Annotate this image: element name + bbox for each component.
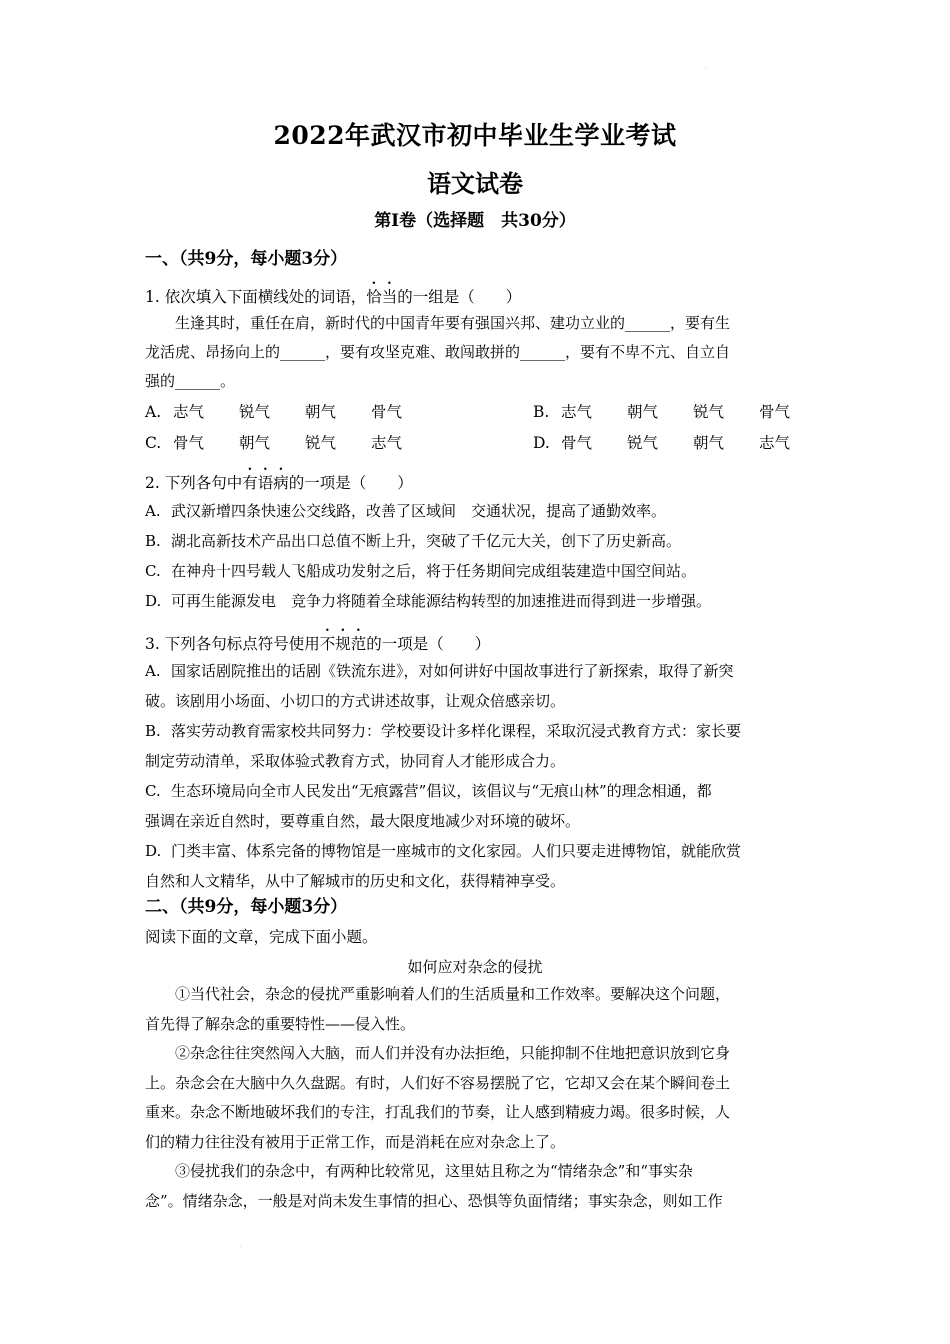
option-label: A. xyxy=(145,403,162,421)
essay-line: 上。杂念会在大脑中久久盘踞。有时，人们好不容易摆脱了它，它却又会在某个瞬间卷土 xyxy=(145,1073,731,1092)
option-text-continued: 破。该剧用小场面、小切口的方式讲述故事，让观众倍感亲切。 xyxy=(145,692,566,710)
option-word: 骨气 xyxy=(173,434,205,452)
q3-option-d xyxy=(145,836,810,866)
question-3-stem xyxy=(145,626,490,655)
option-label: C. xyxy=(145,562,161,580)
q3-stem-emphasis: 不规范 xyxy=(319,635,367,653)
option-word: 朝气 xyxy=(693,434,725,452)
question-2-stem xyxy=(145,465,413,494)
section-2-heading: 二、（共9分，每小题3分） xyxy=(145,897,348,917)
option-word: 志气 xyxy=(173,403,205,421)
essay-line: 念”。情绪杂念，一般是对尚未发生事情的担心、恐惧等负面情绪；事实杂念，则如工作 xyxy=(145,1191,723,1210)
q1-option-a xyxy=(145,400,437,422)
option-label: B. xyxy=(533,403,550,421)
question-1-stem xyxy=(145,279,521,308)
essay-line: 重来。杂念不断地破坏我们的专注，打乱我们的节奏，让人感到精疲力竭。很多时候，人 xyxy=(145,1103,731,1121)
essay-body xyxy=(145,980,805,1216)
question-3-options xyxy=(145,656,810,896)
option-text: 落实劳动教育需家校共同努力：学校要设计多样化课程，采取沉浸式教育方式：家长要 xyxy=(171,722,742,740)
option-word: 志气 xyxy=(561,403,593,421)
option-label: C. xyxy=(145,434,162,452)
q2-stem-pre: 2. 下列各句中 xyxy=(145,474,243,492)
option-text-continued: 自然和人文精华，从中了解城市的历史和文化，获得精神享受。 xyxy=(145,872,566,890)
option-word: 朝气 xyxy=(239,434,271,452)
q3-option-b xyxy=(145,716,810,746)
option-label: A. xyxy=(145,502,161,520)
option-text: 在神舟十四号载人飞船成功发射之后，将于任务期间完成组装建造中国空间站。 xyxy=(171,562,697,580)
question-1-passage xyxy=(145,309,805,396)
option-word: 朝气 xyxy=(305,403,337,421)
essay-line: ①当代社会，杂念的侵扰严重影响着人们的生活质量和工作效率。要解决这个问题， xyxy=(175,985,731,1003)
q2-option xyxy=(145,586,810,616)
q3-stem-pre: 3. 下列各句标点符号使用 xyxy=(145,635,320,653)
option-text: 湖北高新技术产品出口总值不断上升，突破了千亿元大关，创下了历史新高。 xyxy=(171,532,682,550)
q1-option-d xyxy=(533,431,825,453)
q2-option xyxy=(145,496,810,526)
option-word: 锐气 xyxy=(627,434,659,452)
corner-mark: · xyxy=(705,66,707,73)
section-1-heading: 一、（共9分，每小题3分） xyxy=(145,249,348,269)
option-word: 志气 xyxy=(371,434,403,452)
exam-title: 2022年武汉市初中毕业生学业考试 xyxy=(273,121,677,150)
option-word: 志气 xyxy=(759,434,791,452)
reading-intro: 阅读下面的文章，完成下面小题。 xyxy=(145,928,378,946)
q1-stem-post: 的一组是（ ） xyxy=(397,288,522,306)
option-label: D. xyxy=(145,592,162,610)
q2-option xyxy=(145,526,810,556)
option-text-continued: 制定劳动清单，采取体验式教育方式，协同育人才能形成合力。 xyxy=(145,752,566,770)
option-label: A. xyxy=(145,662,161,680)
option-label: C. xyxy=(145,782,161,800)
option-text: 国家话剧院推出的话剧《铁流东进》，对如何讲好中国故事进行了新探索，取得了新突 xyxy=(171,662,734,680)
option-text-continued: 强调在亲近自然时，要尊重自然，最大限度地减少对环境的破坏。 xyxy=(145,812,581,830)
footer-mark: · xyxy=(240,1244,242,1251)
essay-line: ③侵扰我们的杂念中，有两种比较常见，这里姑且称之为“情绪杂念”和“事实杂 xyxy=(175,1162,694,1180)
option-word: 骨气 xyxy=(561,434,593,452)
option-word: 锐气 xyxy=(305,434,337,452)
option-label: D. xyxy=(145,842,162,860)
option-label: B. xyxy=(145,722,161,740)
q3-option-a xyxy=(145,656,810,686)
question-2-options xyxy=(145,496,810,616)
q1-option-b xyxy=(533,400,825,422)
option-text: 武汉新增四条快速公交线路，改善了区域间 交通状况，提高了通勤效率。 xyxy=(171,502,667,520)
option-text: 生态环境局向全市人民发出“无痕露营”倡议，该倡议与“无痕山林”的理念相通，都 xyxy=(171,782,712,800)
q1-option-c xyxy=(145,431,437,453)
essay-line: ②杂念往往突然闯入大脑，而人们并没有办法拒绝，只能抑制不住地把意识放到它身 xyxy=(175,1044,731,1062)
option-word: 朝气 xyxy=(627,403,659,421)
q1-passage-line: 生逢其时，重任在肩，新时代的中国青年要有强国兴邦、建功立业的______，要有生 xyxy=(175,314,731,332)
option-text: 可再生能源发电 竞争力将随着全球能源结构转型的加速推进而得到进一步增强。 xyxy=(171,592,712,610)
q3-stem-post: 的一项是（ ） xyxy=(366,635,491,653)
q1-stem-pre: 1. 依次填入下面横线处的词语， xyxy=(145,288,367,306)
option-word: 锐气 xyxy=(693,403,725,421)
option-label: B. xyxy=(145,532,161,550)
q1-stem-emphasis: 恰当 xyxy=(366,288,398,306)
option-label: D. xyxy=(533,434,550,452)
q2-stem-emphasis: 有语病 xyxy=(242,474,289,492)
option-word: 骨气 xyxy=(759,403,791,421)
essay-line: 首先得了解杂念的重要特性——侵入性。 xyxy=(145,1014,416,1033)
option-word: 骨气 xyxy=(371,403,403,421)
part-heading: 第Ⅰ卷（选择题 共30分） xyxy=(374,211,576,231)
q1-passage-line: 龙活虎、昂扬向上的______，要有攻坚克难、敢闯敢拼的______，要有不卑不亢、自立自 xyxy=(145,343,731,361)
q2-stem-post: 的一项是（ ） xyxy=(288,474,413,492)
option-text: 门类丰富、体系完备的博物馆是一座城市的文化家园。人们只要走进博物馆，就能欣赏 xyxy=(171,842,742,860)
q3-option-c xyxy=(145,776,810,806)
option-word: 锐气 xyxy=(239,403,271,421)
q1-passage-line: 强的______。 xyxy=(145,372,236,390)
exam-subject: 语文试卷 xyxy=(427,169,523,198)
essay-line: 们的精力往往没有被用于正常工作，而是消耗在应对杂念上了。 xyxy=(145,1132,566,1151)
essay-title: 如何应对杂念的侵扰 xyxy=(407,958,543,976)
q2-option xyxy=(145,556,810,586)
